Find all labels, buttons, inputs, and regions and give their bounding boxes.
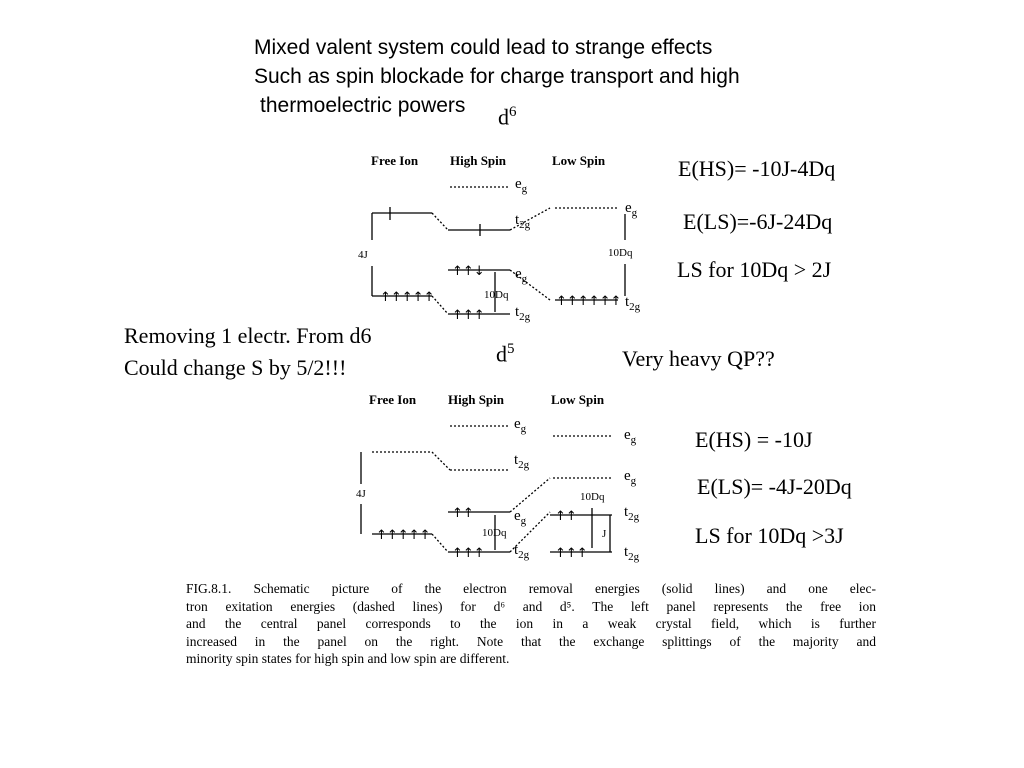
caption-line-3: and the central panel corresponds to the ion in a weak crystal field, which is further — [186, 616, 876, 631]
d5-free-ion-electrons: ↑↑↑↑↑ — [376, 528, 431, 543]
d6-low-spin-condition: LS for 10Dq > 2J — [677, 257, 832, 282]
d5-ls-lower-electrons: ↑↑↑ — [555, 546, 588, 561]
d6-hs-t2g-upper-label: $t_{2g}$ — [515, 212, 531, 231]
d6-energy-high-spin: E(HS)= -10J-4Dq — [678, 156, 836, 181]
intro-line-2: Such as spin blockade for charge transport and high — [254, 65, 740, 88]
d6-ls-t2g-label: $t_{2g}$ — [625, 294, 641, 313]
intro-line-3: thermoelectric powers — [260, 94, 466, 117]
d6-energy-low-spin: E(LS)=-6J-24Dq — [683, 209, 833, 234]
d6-hs-eg-electrons: ↑↑↓ — [452, 264, 485, 279]
d6-4j-label: 4J — [358, 249, 368, 261]
figure-caption — [186, 580, 876, 668]
caption-line-5: minority spin states for high spin and low spin are different. — [186, 651, 510, 666]
removal-note-line-2: Could change S by 5/2!!! — [124, 355, 347, 380]
d5-header-low-spin: Low Spin — [551, 392, 605, 407]
d5-ls-eg-label: $e_g$ — [624, 427, 637, 446]
d6-free-ion-electrons: ↑↑↑↑↑ — [380, 290, 435, 305]
d6-header-high-spin: High Spin — [450, 153, 507, 168]
d5-ls-j-label: J — [602, 528, 607, 540]
d5-energy-high-spin: E(HS) = -10J — [695, 427, 813, 452]
d6-hs-10dq-label: 10Dq — [484, 289, 509, 301]
d5-low-spin-condition: LS for 10Dq >3J — [695, 523, 844, 548]
d6-ls-t2g-electrons: ↑↑↑↑↑↑ — [556, 294, 622, 309]
d6-ls-10dq-label: 10Dq — [608, 247, 633, 259]
d5-ls-t2g-lower-label: $t_{2g}$ — [624, 544, 640, 563]
d6-hs-t2g-lower-label: $t_{2g}$ — [515, 304, 531, 323]
d6-hs-t2g-electrons: ↑↑↑ — [452, 308, 485, 323]
d5-4j-label: 4J — [356, 488, 366, 500]
caption-line-2: tron exitation energies (dashed lines) for d⁶ and d⁵. The left panel represents the free ion — [186, 598, 876, 614]
d5-ls-10dq-label: 10Dq — [580, 491, 605, 503]
d6-header-free-ion: Free Ion — [371, 153, 419, 168]
d5-header-high-spin: High Spin — [448, 392, 505, 407]
d5-ls-upper-electrons: ↑↑ — [555, 509, 577, 524]
d5-hs-t2g-lower-label: $t_{2g}$ — [514, 542, 530, 561]
removal-note-line-1: Removing 1 electr. From d6 — [124, 323, 372, 348]
d5-ls-t2g-upper-label: $t_{2g}$ — [624, 504, 640, 523]
d5-hs-t2g-electrons: ↑↑↑ — [452, 546, 485, 561]
d6-hs-eg-lower-label: $e_g$ — [515, 266, 528, 285]
caption-line-1: FIG.8.1. Schematic picture of the electron removal energies (solid lines) and one elec- — [186, 581, 876, 596]
intro-line-1: Mixed valent system could lead to strange effects — [254, 36, 713, 59]
d5-hs-eg-lower-label: $e_g$ — [514, 508, 527, 527]
d5-hs-eg-label: $e_g$ — [514, 416, 527, 435]
heavy-qp-note: Very heavy QP?? — [622, 346, 775, 371]
d6-header-low-spin: Low Spin — [552, 153, 606, 168]
d5-config-label: $d^5$ — [496, 341, 515, 367]
d5-header-free-ion: Free Ion — [369, 392, 417, 407]
d5-ls-eg-second-label: $e_g$ — [624, 468, 637, 487]
d5-hs-t2g-upper-label: $t_{2g}$ — [514, 452, 530, 471]
caption-line-4: increased in the panel on the right. Note that the exchange splittings of the majority and — [186, 633, 876, 649]
d6-hs-eg-label: $e_g$ — [515, 176, 528, 195]
d6-config-label: $d^6$ — [498, 104, 517, 130]
d5-energy-low-spin: E(LS)= -4J-20Dq — [697, 474, 852, 499]
d5-hs-10dq-label: 10Dq — [482, 527, 507, 539]
d5-hs-eg-electrons: ↑↑ — [452, 506, 474, 521]
d6-ls-eg-label: $e_g$ — [625, 200, 638, 219]
